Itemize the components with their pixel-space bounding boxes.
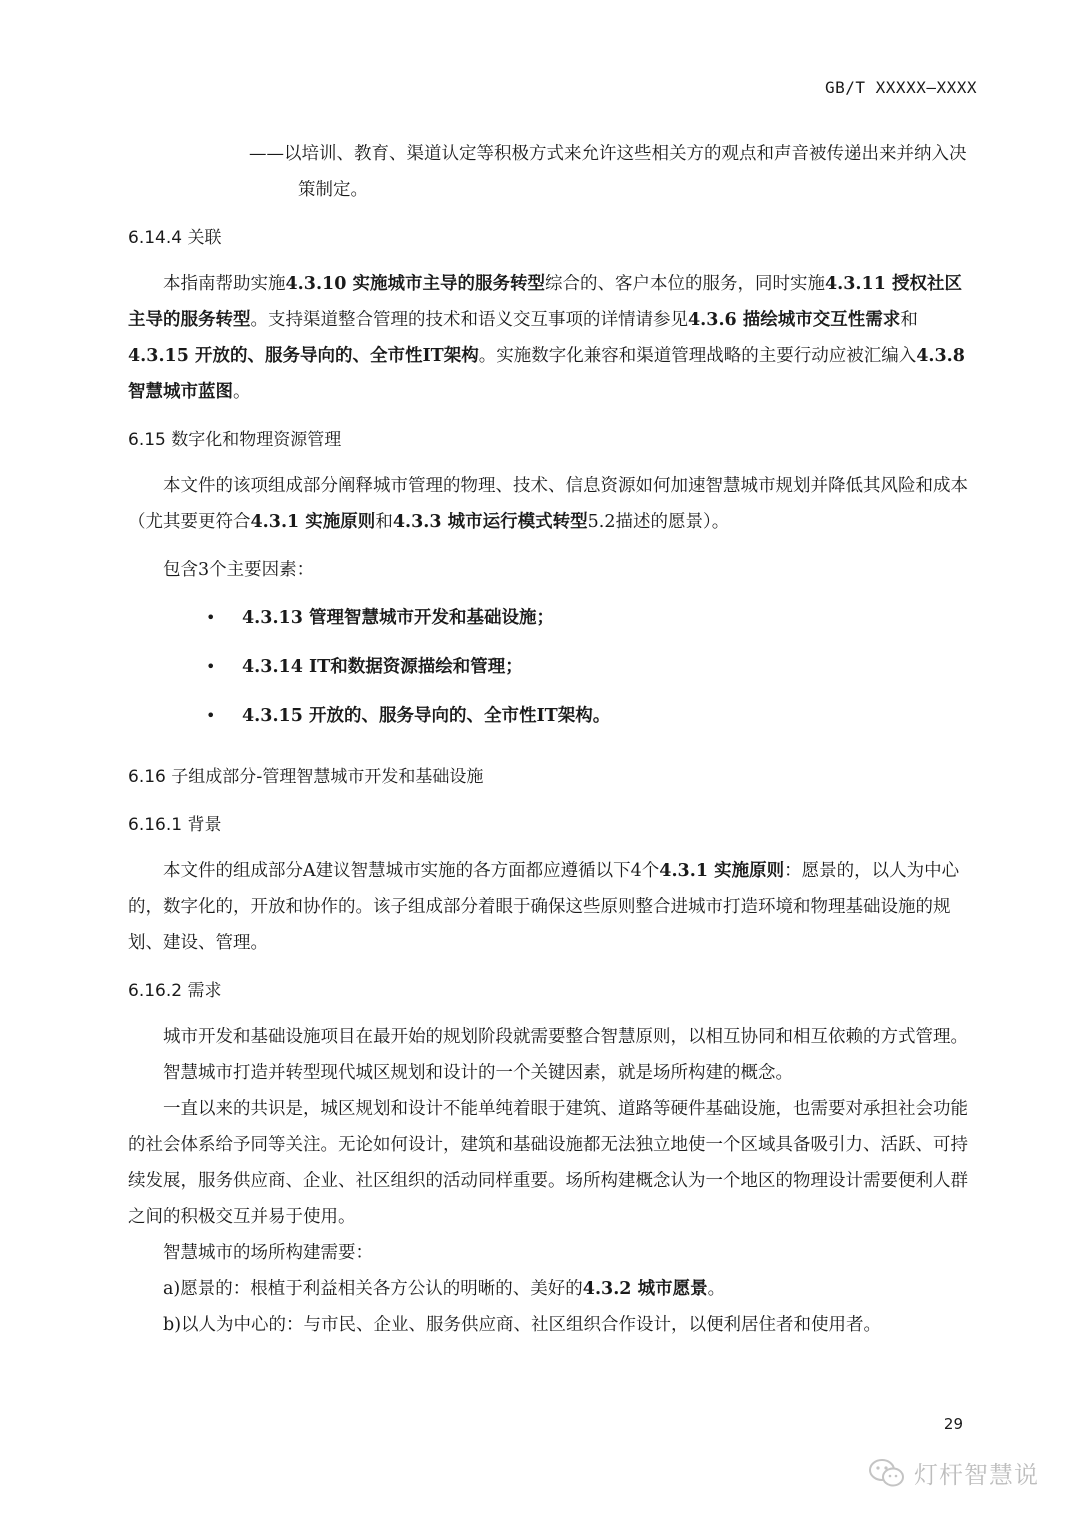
- paragraph-6-16-2-c: 一直以来的共识是，城区规划和设计不能单纯着眼于建筑、道路等硬件基础设施，也需要对承担社会功能的社会体系给予同等关注。无论如何设计，建筑和基础设施都无法独立地使一个区域具备吸引力、活跃、可持续发展，服务供应商、企业、社区组织的活动同样重要。场所构建概念认为一个地区的物理设计需要便利人群之间的积极交互并易于使用。: [128, 1099, 968, 1227]
- heading-6-15: 6.15 数字化和物理资源管理: [128, 430, 342, 450]
- dash-list-item: ——以培训、教育、渠道认定等积极方式来允许这些相关方的观点和声音被传递出来并纳入决策制定。: [249, 144, 967, 200]
- paragraph-6-16-2-d: 智慧城市的场所构建需要：: [163, 1243, 373, 1263]
- bullet-icon: •: [206, 706, 216, 725]
- page-number: 29: [943, 1415, 963, 1433]
- paragraph-6-14-4: 本指南帮助实施4.3.10 实施城市主导的服务转型综合的、客户本位的服务，同时实施4.3.11 授权社区主导的服务转型。支持渠道整合管理的技术和语义交互事项的详情请参见4.3.6 描绘城市交互性需求和4.3.15 开放的、服务导向的、全市性IT架构。实施数字化兼容和渠道管理战略的主要行动应被汇编入4.3.8 智慧城市蓝图。: [128, 274, 965, 402]
- ref-4-3-10: 4.3.10 实施城市主导的服务转型: [285, 274, 545, 294]
- heading-6-16: 6.16 子组成部分-管理智慧城市开发和基础设施: [128, 767, 484, 787]
- ref-4-3-11: 4.3.11 授权社区主导的服务转型: [128, 274, 962, 330]
- watermark-text: 灯杆智慧说: [914, 1461, 1039, 1489]
- ref-4-3-3: 4.3.3 城市运行模式转型: [392, 512, 588, 532]
- ref-4-3-2: 4.3.2 城市愿景: [582, 1279, 708, 1299]
- page-content: [128, 136, 978, 1343]
- list-item: • 4.3.15 开放的、服务导向的、全市性IT架构。: [128, 698, 978, 747]
- ref-4-3-8: 4.3.8 智慧城市蓝图: [128, 346, 965, 402]
- bullet-icon: •: [206, 657, 216, 676]
- heading-6-16-2: 6.16.2 需求: [128, 981, 222, 1001]
- paragraph-6-15: 本文件的该项组成部分阐释城市管理的物理、技术、信息资源如何加速智慧城市规划并降低其风险和成本（尤其要更符合4.3.1 实施原则和4.3.3 城市运行模式转型5.2描述的愿景）。: [128, 476, 968, 532]
- ref-4-3-1: 4.3.1 实施原则: [250, 512, 376, 532]
- ref-4-3-1: 4.3.1 实施原则: [659, 861, 785, 881]
- factor-list: [128, 600, 978, 747]
- paragraph-6-15-factors: 包含3个主要因素：: [163, 560, 315, 580]
- standard-code: GB/T XXXXX—XXXX: [825, 78, 977, 97]
- wechat-icon: [868, 1457, 906, 1489]
- list-item-b: b)以人为中心的：与市民、企业、服务供应商、社区组织合作设计，以便利居住者和使用者。: [163, 1315, 882, 1335]
- paragraph-6-16-2-b: 智慧城市打造并转型现代城区规划和设计的一个关键因素，就是场所构建的概念。: [163, 1063, 793, 1083]
- ref-4-3-15: 4.3.15 开放的、服务导向的、全市性IT架构: [128, 346, 479, 366]
- list-item: • 4.3.13 管理智慧城市开发和基础设施；: [128, 600, 978, 649]
- watermark: [868, 1455, 1039, 1490]
- list-item: • 4.3.14 IT和数据资源描绘和管理；: [128, 649, 978, 698]
- list-item-a: a)愿景的：根植于利益相关各方公认的明晰的、美好的4.3.2 城市愿景。: [163, 1279, 726, 1299]
- heading-6-14-4: 6.14.4 关联: [128, 228, 222, 248]
- paragraph-6-16-2-a: 城市开发和基础设施项目在最开始的规划阶段就需要整合智慧原则，以相互协同和相互依赖的方式管理。: [163, 1027, 968, 1047]
- bullet-icon: •: [206, 608, 216, 627]
- heading-6-16-1: 6.16.1 背景: [128, 815, 222, 835]
- ref-4-3-6: 4.3.6 描绘城市交互性需求: [688, 310, 901, 330]
- paragraph-6-16-1: 本文件的组成部分A建议智慧城市实施的各方面都应遵循以下4个4.3.1 实施原则：愿景的，以人为中心的，数字化的，开放和协作的。该子组成部分着眼于确保这些原则整合进城市打造环境和物理基础设施的规划、建设、管理。: [128, 861, 960, 953]
